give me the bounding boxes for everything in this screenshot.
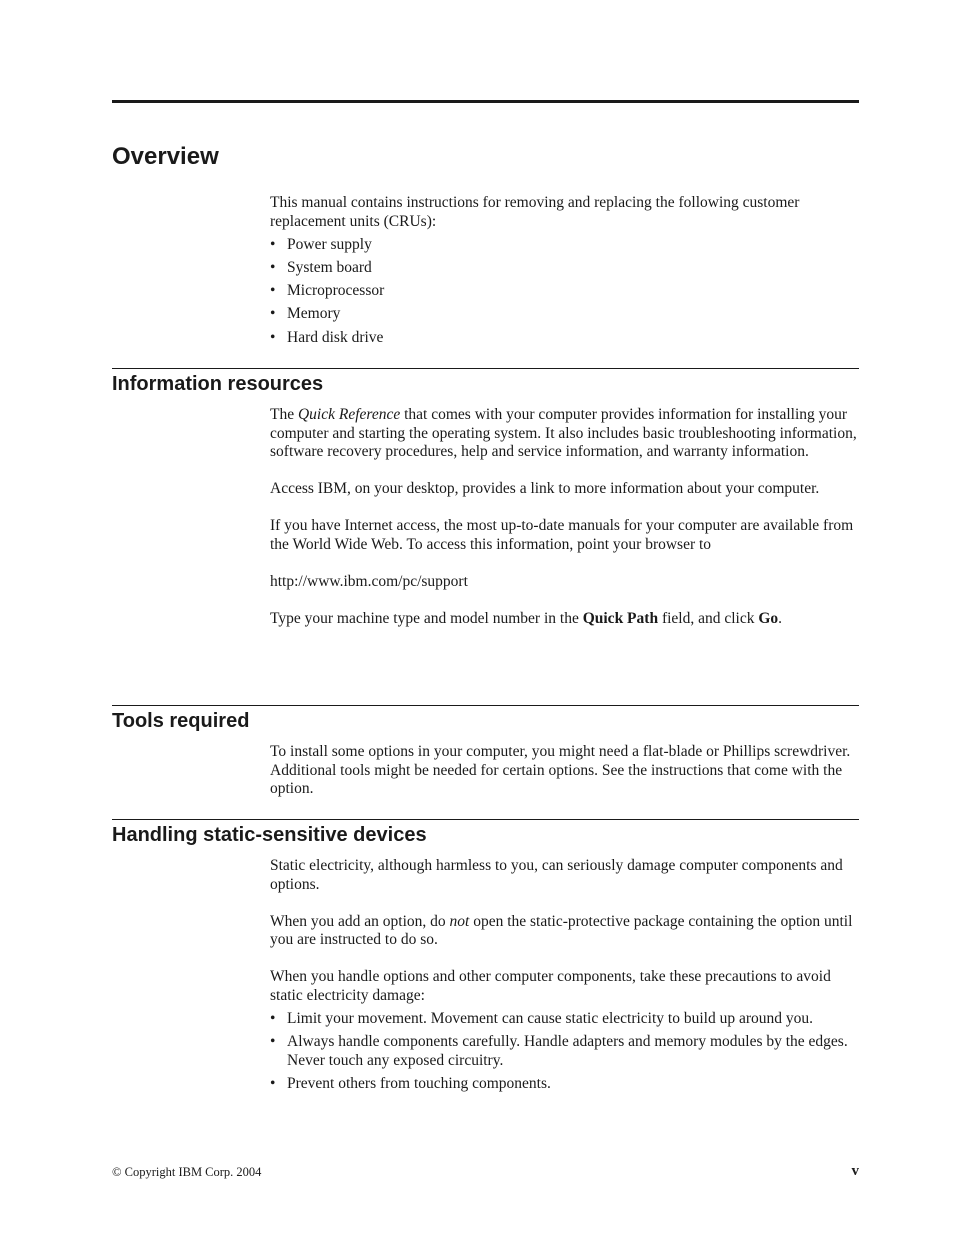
list-item: • System board xyxy=(270,258,372,276)
go-label: Go xyxy=(758,609,779,627)
bullet-icon: • xyxy=(270,328,276,346)
info-paragraph-2: Access IBM, on your desktop, provides a link to more information about your computer. xyxy=(270,480,820,498)
list-item: • Always handle components carefully. Handle adapters and memory modules by the edges. Never touch any exposed circuitry. xyxy=(270,1033,848,1069)
page-number: v xyxy=(851,1163,859,1179)
static-paragraph-2: When you add an option, do not open the static-protective package containing the option until you are instructed to do so. xyxy=(270,912,853,949)
list-item: • Limit your movement. Movement can cause static electricity to build up around you. xyxy=(270,1009,814,1027)
bullet-icon: • xyxy=(270,1074,276,1092)
bullet-icon: • xyxy=(270,1033,276,1051)
bullet-icon: • xyxy=(270,258,276,276)
tools-paragraph: To install some options in your computer, you might need a flat-blade or Phillips screwdriver. Additional tools might be needed for certain options. See the instructions that come with the option. xyxy=(270,743,851,798)
list-item: • Power supply xyxy=(270,235,372,253)
emphasis-not: not xyxy=(449,912,470,930)
quick-path-label: Quick Path xyxy=(582,609,659,627)
overview-body xyxy=(270,194,862,347)
section-heading-information-resources: Information resources xyxy=(112,373,324,395)
information-resources-body xyxy=(270,406,862,628)
copyright-notice: © Copyright IBM Corp. 2004 xyxy=(112,1165,262,1179)
section-heading-static-devices: Handling static-sensitive devices xyxy=(112,824,427,846)
bullet-icon: • xyxy=(270,1009,276,1027)
support-url: http://www.ibm.com/pc/support xyxy=(270,572,468,590)
list-item: • Microprocessor xyxy=(270,282,385,300)
top-rule xyxy=(112,100,859,103)
bullet-icon: • xyxy=(270,305,276,323)
list-item: • Prevent others from touching components. xyxy=(270,1074,551,1092)
static-paragraph-1: Static electricity, although harmless to you, can seriously damage computer components and options. xyxy=(270,857,843,893)
static-paragraph-3: When you handle options and other computer components, take these precautions to avoid static electricity damage: xyxy=(270,968,831,1004)
info-paragraph-1: The Quick Reference that comes with your computer provides information for installing your computer and starting the operating system. It also includes basic troubleshooting information, software recovery procedures, help and service information, and warranty information. xyxy=(270,406,857,461)
section-divider xyxy=(112,819,859,820)
list-item: • Memory xyxy=(270,305,341,323)
cru-list xyxy=(270,236,862,347)
section-divider xyxy=(112,705,859,706)
info-paragraph-3: If you have Internet access, the most up-to-date manuals for your computer are available from the World Wide Web. To access this information, point your browser to xyxy=(270,517,854,553)
section-heading-tools-required: Tools required xyxy=(112,710,250,732)
static-devices-body xyxy=(270,857,862,1094)
quick-reference-title: Quick Reference xyxy=(297,406,401,423)
page-title: Overview xyxy=(112,143,219,170)
section-divider xyxy=(112,368,859,369)
info-paragraph-5: Type your machine type and model number in the Quick Path field, and click Go. xyxy=(270,609,783,627)
precautions-list xyxy=(270,1010,862,1094)
overview-intro: This manual contains instructions for removing and replacing the following customer replacement units (CRUs): xyxy=(270,194,800,230)
tools-required-body xyxy=(270,743,862,799)
list-item: • Hard disk drive xyxy=(270,328,384,346)
bullet-icon: • xyxy=(270,282,276,300)
bullet-icon: • xyxy=(270,235,276,253)
